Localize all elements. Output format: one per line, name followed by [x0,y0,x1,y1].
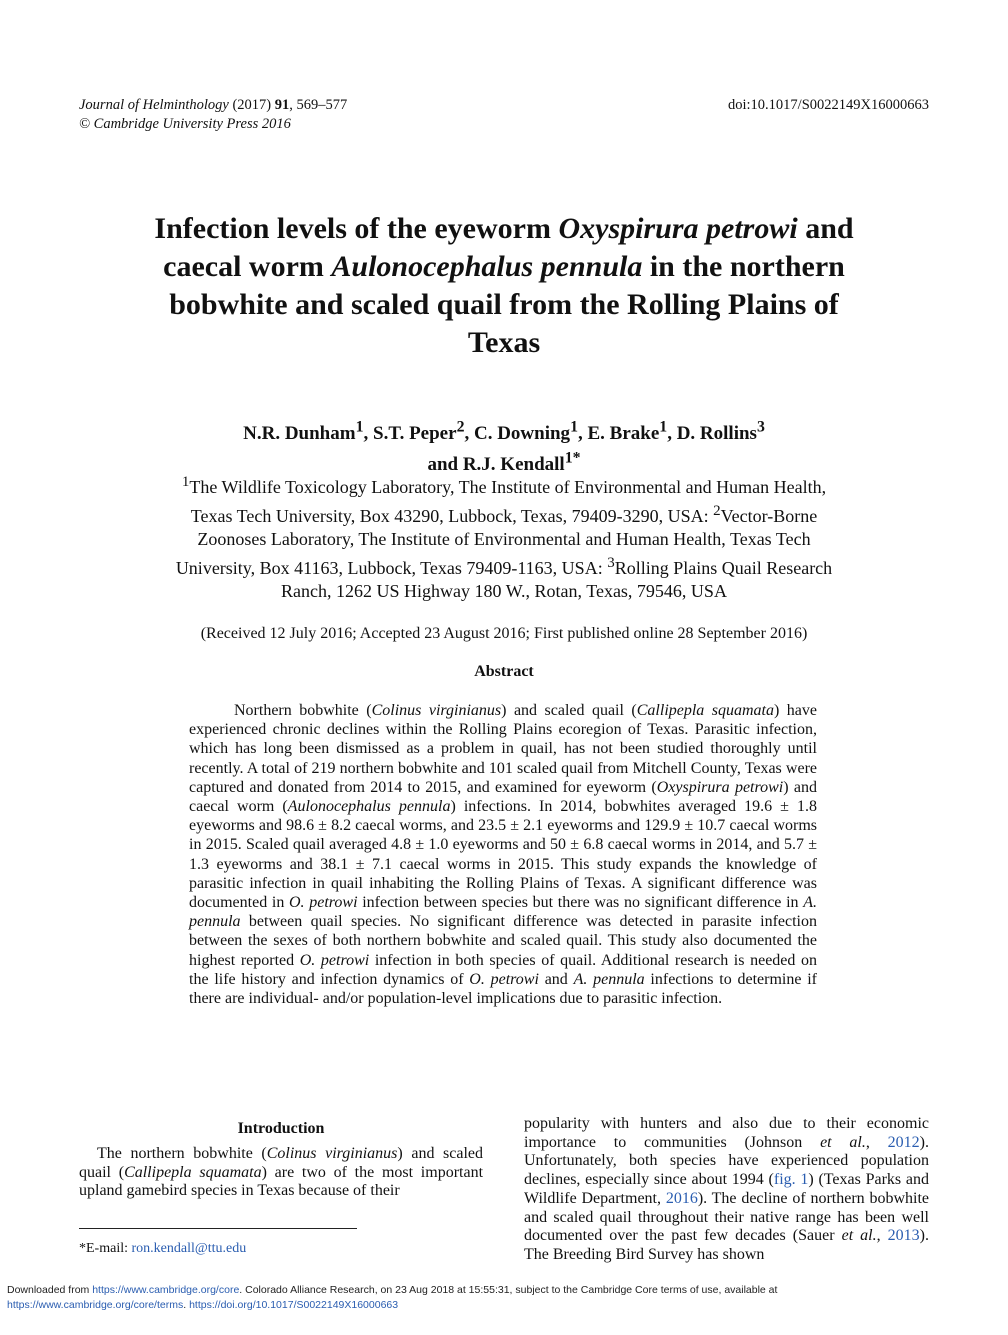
affiliation-1: The Wildlife Toxicology Laboratory, The Institute of Environmental and Human Health, Texas Tech University, Box 43290, Lubbock, Texas, 79409-3290, USA: [189,477,827,526]
journal-name: Journal of Helminthology [79,97,229,113]
italic-term: O. petrowi [469,970,539,988]
title-species-2: Aulonocephalus pennula [331,250,643,283]
download-notice: Downloaded from https://www.cambridge.org/core. Colorado Alliance Research, on 23 Aug 2018 at 15:55:31, subject to the Cambridge Core terms of use, available at https://www.cambridge.org/core/terms. https://doi.org/10.1017/S0022149X16000663 [7,1284,778,1311]
author: D. Rollins$^3$ [676,419,765,445]
journal-pages: , 569–577 [289,97,348,113]
citation-link[interactable]: 2013 [887,1227,920,1245]
publication-dates: (Received 12 July 2016; Accepted 23 August 2016; First published online 28 September 2016) [200,625,808,642]
article-title [150,210,858,362]
author: S.T. Peper$^2$, [373,419,474,445]
author-list [150,416,858,477]
italic-term: Callipepla squamata [636,702,774,719]
italic-term: Oxyspirura petrowi [656,778,784,796]
title-part-1: Infection levels of the eyeworm [154,212,559,245]
author: C. Downing$^1$, [473,419,588,445]
copyright-line: © Cambridge University Press 2016 [79,116,291,132]
title-species-1: Oxyspirura petrowi [558,212,798,245]
text-run: infection in both species of quail. Additional research is needed on the life history and infection dynamics of [189,951,817,988]
italic-term: Colinus virginianus [371,702,502,719]
email-link[interactable]: ron.kendall@ttu.edu [131,1241,247,1256]
affiliations: $^1$The Wildlife Toxicology Laboratory, The Institute of Environmental and Human Health, Texas Tech University, Box 43290, Lubbock, Texas, 79409-3290, USA: $^2$Vector-Borne Zoonoses Laboratory, The Institute of Environmental and Human Health, Texas Tech University, Box 41163, Lubbock, Texas 79409-1163, USA: $^3$Rolling Plains Quail Research Ranch, 1262 US Highway 180 W., Rotan, Texas, 79546, USA [175,474,833,601]
italic-term: Aulonocephalus pennula [287,798,451,816]
abstract-heading: Abstract [474,663,534,680]
citation-link[interactable]: 2012 [887,1133,920,1151]
text-run: ) and scaled quail ( [501,702,637,719]
text-run: ) have experienced chronic declines within the Rolling Plains ecoregion of Texas. Parasitic infection, which has long been dismissed as a problem in quail, has not been studied thoroughly until recently. A total of 219 northern bobwhite and 101 scaled quail from Mitchell County, Texas were captured and donated from 2014 to 2015, and examined for eyeworm ( [189,702,817,796]
text-run: ). Unfortunately, both species have experienced population declines, especially since about 1994 ( [524,1133,929,1189]
corresponding-author-footnote [79,1240,246,1258]
italic-term: A. pennula [189,894,817,931]
title-part-2: and caecal worm [163,212,854,283]
author: N.R. Dunham$^1$, [243,419,373,445]
author: and R.J. Kendall$^{1*}$ [427,449,581,475]
text-run: infections to determine if there are individual- and/or population-level implications due to parasitic infection. [189,970,817,1008]
text-run: ) (Texas Parks and Wildlife Department, [524,1171,929,1207]
text-run: ) and caecal worm ( [189,778,818,816]
journal-year: (2017) [232,97,272,113]
italic-term: O. petrowi [289,894,358,912]
italic-term: et al. [820,1133,866,1151]
italic-term: et al. [841,1227,877,1245]
doi-link[interactable]: https://doi.org/10.1017/S0022149X16000663 [189,1299,399,1311]
footnote-label: *E-mail: [79,1241,132,1256]
article-doi: doi:10.1017/S0022149X16000663 [728,97,929,113]
journal-volume: 91 [274,97,290,113]
text-run: ). The decline of northern bobwhite and scaled quail throughout their native range has been well documented over the past few decades (Sauer [524,1189,930,1245]
introduction-heading: Introduction [237,1120,325,1137]
citation-link[interactable]: fig. 1 [773,1171,809,1189]
text-run: The northern bobwhite ( [97,1145,267,1162]
citation-link[interactable]: 2016 [665,1189,698,1207]
text-run: Northern bobwhite ( [234,702,372,719]
introduction-right-column [524,1115,929,1265]
footnote-divider [79,1228,357,1229]
title-part-3: in the northern bobwhite and scaled quail from the Rolling Plains of Texas [169,250,845,359]
italic-term: Callipepla squamata [124,1163,262,1181]
affiliation-2: Vector-Borne Zoonoses Laboratory, The Institute of Environmental and Human Health, Texas Tech University, Box 41163, Lubbock, Texas 79409-1163, USA: [175,505,818,578]
italic-term: O. petrowi [299,951,370,969]
text-run: ) and scaled quail ( [79,1145,484,1181]
journal-citation [79,96,347,134]
text-run: ) are two of the most important upland gamebird species in Texas because of their [79,1163,484,1199]
terms-link[interactable]: https://www.cambridge.org/core/terms [7,1299,184,1311]
text-run: , [876,1227,888,1245]
text-run: infection between species but there was no significant difference in [357,894,804,912]
text-run: ) infections. In 2014, bobwhites averaged 19.6 ± 1.8 eyeworms and 98.6 ± 8.2 caecal worms, and 23.5 ± 2.1 eyeworms and 129.9 ± 10.7 caecal worms in 2015. Scaled quail averaged 4.8 ± 1.0 eyeworms and 50 ± 6.8 caecal worms in 2014, and 5.7 ± 1.3 eyeworms and 38.1 ± 7.1 caecal worms in 2015. This study expands the knowledge of parasitic infection in quail inhabiting the Rolling Plains of Texas. A significant difference was documented in [189,798,818,912]
text-run: , [865,1133,888,1151]
text-run: ). The Breeding Bird Survey has shown [524,1227,929,1263]
affiliation-3: Rolling Plains Quail Research Ranch, 1262 US Highway 180 W., Rotan, Texas, 79546, USA [281,557,833,601]
author: E. Brake$^1$, [587,419,677,445]
text-run: between quail species. No significant difference was detected in parasite infection between the sexes of both northern bobwhite and scaled quail. This study also documented the highest reported [189,913,817,969]
abstract-body [189,701,817,1008]
cambridge-core-link[interactable]: https://www.cambridge.org/core [92,1284,240,1296]
italic-term: A. pennula [573,970,645,988]
text-run: popularity with hunters and also due to their economic importance to communities (Johnson [524,1115,929,1151]
introduction-left-column [79,1145,483,1201]
italic-term: Colinus virginianus [266,1145,398,1162]
text-run: and [538,970,574,988]
